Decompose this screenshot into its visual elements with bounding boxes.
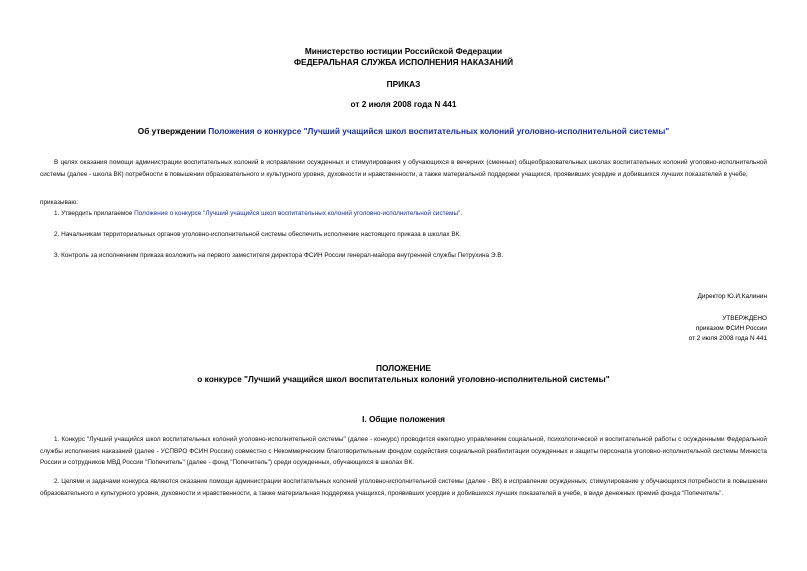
intro-paragraph: В целях оказания помощи администрации воспитательных колоний в исправлении осужденных и стимулирования у обучающихся в вечерних (сменных) общеобразовательных школах воспитательных колоний уголовно-исполнительной системы (далее - школа ВК) потребности в повышении образовательного и культурного уровня, духовности и нравственности, а также материальной поддержки учащихся, проявивших усердие и добившихся лучших показателей в учебе,: [40, 159, 767, 178]
director-signature: Директор Ю.И.Калинин: [697, 293, 767, 300]
approved-date: от 2 июля 2008 года N 441: [688, 335, 767, 342]
regulation-subtitle: о конкурсе "Лучший учащийся школ воспитательных колоний уголовно-исполнительной системы": [197, 374, 610, 384]
title-prefix: Об утверждении: [137, 126, 209, 136]
regulation-title: ПОЛОЖЕНИЕ: [376, 363, 431, 373]
item1-regulation-link[interactable]: Положение о конкурсе "Лучший учащийся школ воспитательных колоний уголовно-исполнительной системы": [134, 210, 461, 217]
order-word: приказываю:: [40, 199, 78, 206]
item1-prefix: 1. Утвердить прилагаемое: [54, 210, 135, 217]
item1-suffix: .: [460, 210, 463, 217]
approved-by: приказом ФСИН России: [695, 325, 767, 332]
doc-type-heading: ПРИКАЗ: [386, 79, 421, 89]
document-title: [0, 126, 807, 137]
order-item-3: 3. Контроль за исполнением приказа возложить на первого заместителя директора ФСИН России генерал-майора внутренней службы Петрухина Э.В.: [54, 252, 504, 259]
title-regulation-link[interactable]: Положения о конкурсе "Лучший учащийся школ воспитательных колоний уголовно-исполнительной системы": [208, 126, 670, 136]
service-heading: ФЕДЕРАЛЬНАЯ СЛУЖБА ИСПОЛНЕНИЯ НАКАЗАНИЙ: [293, 57, 514, 67]
date-number-heading: от 2 июля 2008 года N 441: [350, 99, 457, 109]
approved-word: УТВЕРЖДЕНО: [722, 315, 767, 322]
regulation-paragraph-2: 2. Целями и задачами конкурса являются оказание помощи администрации воспитательных колоний уголовно-исполнительной системы (далее - ВК) в исправлении осужденных, стимулирование у обучающихся потребности в повышении образовательного и культурного уровня, духовности и нравственности, а также материальная поддержка учащихся, проявивших усердие и добившихся лучших показателей в учебе, в виде денежных премий фонда "Попечитель".: [40, 478, 767, 497]
order-item-2: 2. Начальникам территориальных органов уголовно-исполнительной системы обеспечить исполнение настоящего приказа в школах ВК.: [54, 231, 462, 238]
section-1-title: I. Общие положения: [362, 414, 445, 424]
order-item-1: [54, 208, 462, 220]
regulation-paragraph-1: 1. Конкурс "Лучший учащийся школ воспитательных колоний уголовно-исполнительной системы" (далее - конкурс) проводится ежегодно управлением социальной, психологической и воспитательной работы с осужденными Федеральной службы исполнения наказаний (далее - УСПВРО ФСИН России) совместно с Некоммерческим благотворительным фондом содействия социальной реабилитации осужденных и защиты персонала уголовно-исполнительной системы Минюста России и сотрудников МВД России "Попечитель" (далее - фонд "Попечитель") среди осужденных, обучающихся в школах ВК.: [40, 436, 767, 467]
ministry-heading: Министерство юстиции Российской Федерации: [304, 46, 503, 56]
